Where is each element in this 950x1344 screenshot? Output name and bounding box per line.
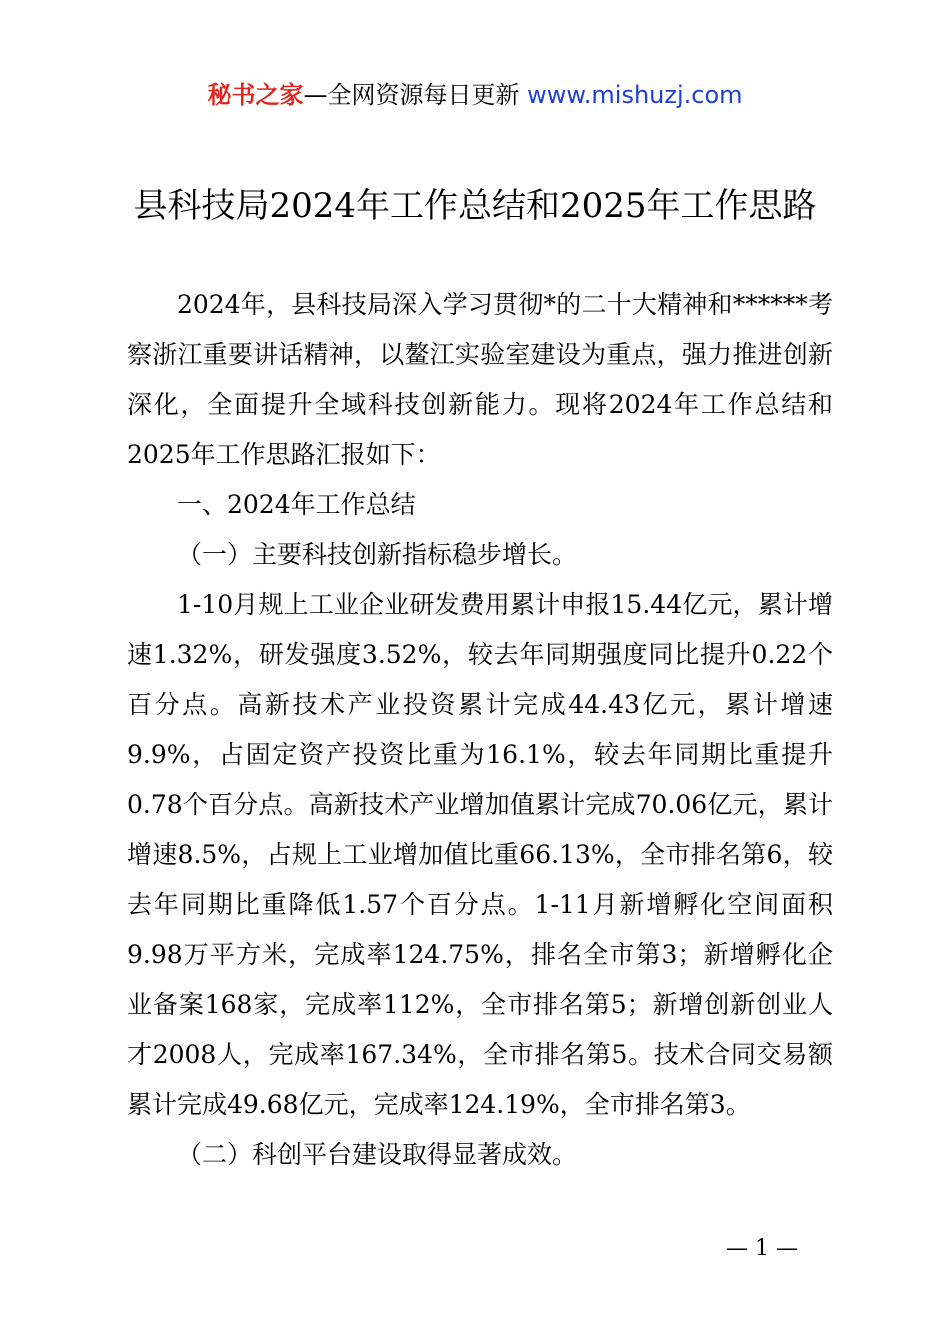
heading-section-1: 一、2024年工作总结: [177, 490, 416, 519]
heading-subsection-2: （二）科创平台建设取得显著成效。: [177, 1140, 578, 1169]
document-title: 县科技局2024年工作总结和2025年工作思路: [133, 186, 817, 226]
banner-brand: 秘书之家: [207, 81, 304, 109]
site-banner: [0, 78, 950, 112]
heading-subsection-1: （一）主要科技创新指标稳步增长。: [177, 540, 578, 569]
paragraph-intro: 2024年，县科技局深入学习贯彻*的二十大精神和******考察浙江重要讲话精神，以鳌江实验室建设为重点，强力推进创新深化，全面提升全域科技创新能力。现将2024年工作总结和2025年工作思路汇报如下：: [127, 290, 833, 469]
document-body: [127, 280, 833, 1180]
paragraph-indicators: 1-10月规上工业企业研发费用累计申报15.44亿元，累计增速1.32%，研发强度3.52%，较去年同期强度同比提升0.22个百分点。高新技术产业投资累计完成44.43亿元，累计增速9.9%，占固定资产投资比重为16.1%，较去年同期比重提升0.78个百分点。高新技术产业增加值累计完成70.06亿元，累计增速8.5%，占规上工业增加值比重66.13%，全市排名第6，较去年同期比重降低1.57个百分点。1-11月新增孵化空间面积9.98万平方米，完成率124.75%，排名全市第3；新增孵化企业备案168家，完成率112%，全市排名第5；新增创新创业人才2008人，完成率167.34%，全市排名第5。技术合同交易额累计完成49.68亿元，完成率124.19%，全市排名第3。: [127, 590, 833, 1119]
banner-slogan: —全网资源每日更新: [303, 81, 520, 109]
page-number: — 1 —: [726, 1236, 798, 1261]
banner-url-link[interactable]: www.mishuzj.com: [527, 81, 743, 109]
